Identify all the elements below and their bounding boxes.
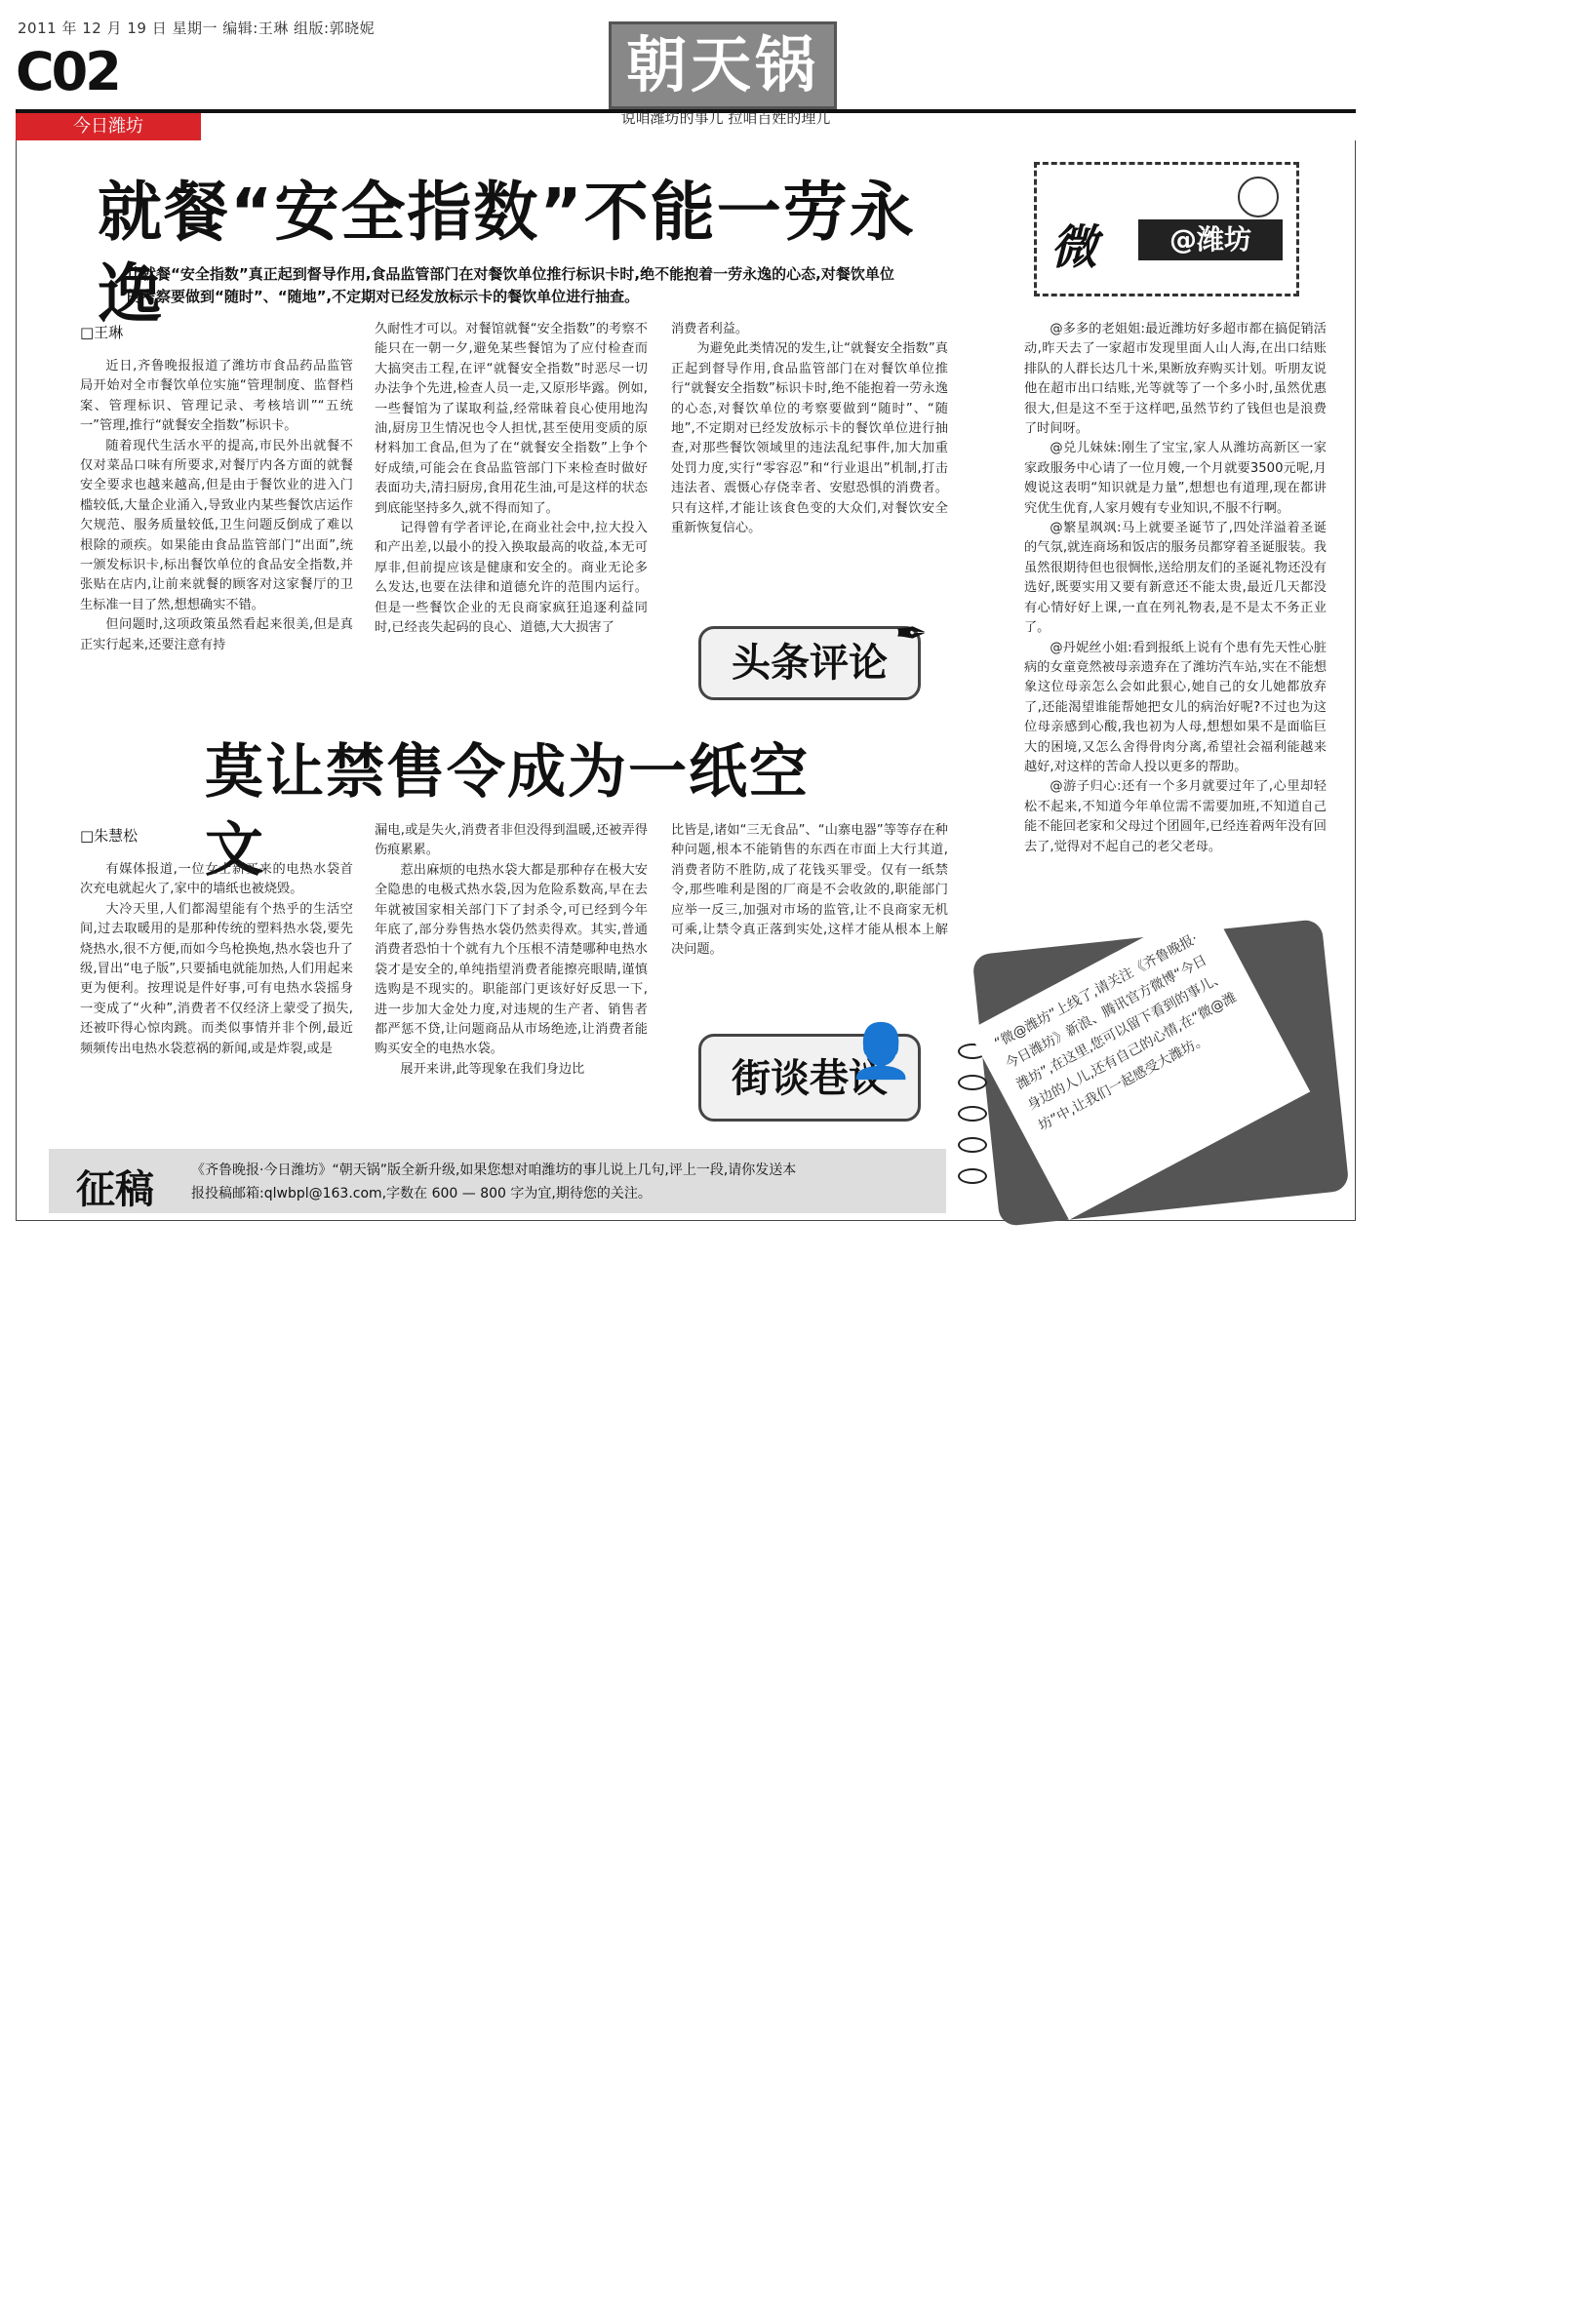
weibo-post: @游子归心:还有一个多月就要过年了,心里却轻松不起来,不知道今年单位需不需要加班,不知道自己能不能回老家和父母过个团圆年,已经连着两年没有回去了,觉得对不起自己的老父老母。 xyxy=(1024,779,1327,854)
weibo-mark: 微 xyxy=(1050,220,1098,275)
paragraph: 展开来讲,此等现象在我们身边比 xyxy=(400,1061,585,1077)
paragraph: 近日,齐鲁晚报报道了潍坊市食品药品监管局开始对全市餐饮单位实施“管理制度、监督档案、管理标识、管理记录、考核培训”“五统一”管理,推行“就餐安全指数”标识卡。 xyxy=(80,359,353,434)
masthead-slogan: 说咱潍坊的事儿 拉咱百姓的理儿 xyxy=(620,109,831,127)
badge-label: 头条评论 xyxy=(732,641,888,686)
paragraph: 漏电,或是失火,消费者非但没得到温暖,还被弄得伤痕累累。 xyxy=(375,823,648,858)
person-icon: 👤 xyxy=(848,1020,914,1082)
call-for-submissions xyxy=(49,1149,946,1213)
paragraph: 记得曾有学者评论,在商业社会中,拉大投入和产出差,以最小的投入换取最高的收益,本无可厚非,但前提应该是健康和安全的。商业无论多么发达,也要在法律和道德允许的范围内运行。但是一些餐饮企业的无良商家疯狂追逐利益同时,已经丧失起码的良心、道德,大大损害了 xyxy=(375,521,648,636)
article1-column-3 xyxy=(671,320,948,538)
article2-column-2 xyxy=(375,821,648,1080)
weibo-post: @丹妮丝小姐:看到报纸上说有个患有先天性心脏病的女童竟然被母亲遗弃在了潍坊汽车站,实在不能想象这位母亲怎么会如此狠心,她自己的女儿她都放弃了,还能渴望谁能帮她把女儿的病治好呢?不过也为这位母亲感到心酸,我也初为人母,想想如果不是面临巨大的困境,又怎么舍得骨肉分离,希望社会福利能越来越好,对这样的苦命人投以更多的帮助。 xyxy=(1024,640,1327,774)
page-code: C02 xyxy=(16,41,119,102)
paragraph: 有媒体报道,一位女士新买来的电热水袋首次充电就起火了,家中的墙纸也被烧毁。 xyxy=(80,862,353,897)
article2-column-1 xyxy=(80,860,353,1059)
weibo-logo-box xyxy=(1034,162,1299,296)
call-title: 征稿 xyxy=(76,1166,154,1212)
paragraph: 但问题时,这项政策虽然看起来很美,但是真正实行起来,还要注意有持 xyxy=(80,617,353,652)
article1-byline: □王琳 xyxy=(80,324,124,341)
paragraph: 久耐性才可以。对餐馆就餐“安全指数”的考察不能只在一朝一夕,避免某些餐馆为了应付检查而大搞突击工程,在评“就餐安全指数”时恶尽一切办法争个先进,检查人员一走,又原形毕露。例如,一些餐馆为了谋取利益,经常昧着良心使用地沟油,厨房卫生情况也令人担忧,甚至使用变质的原材料加工食品,但为了在“就餐安全指数”上争个好成绩,可能会在食品监管部门下来检查时做好表面功夫,清扫厨房,食用花生油,可是这样的状态到底能坚持多久,就不得而知了。 xyxy=(375,322,648,516)
quill-pen-icon: ✒ xyxy=(894,611,928,656)
weibo-post: @繁星飒飒:马上就要圣诞节了,四处洋溢着圣诞的气氛,就连商场和饭店的服务员都穿着圣诞服装。我虽然很期待但也很惆怅,送给朋友们的圣诞礼物还没有选好,既要实用又要有新意还不能太贵,最近几天都没有心情好好上课,一直在列礼物表,是不是太不务正业了。 xyxy=(1024,521,1327,636)
article1-column-1 xyxy=(80,357,353,655)
article2-byline: □朱慧松 xyxy=(80,827,139,845)
headline-comment-badge xyxy=(698,611,928,700)
paragraph: 消费者利益。 xyxy=(671,322,749,336)
notebook-rings xyxy=(958,1044,987,1190)
postmark-stamp-icon xyxy=(1238,177,1279,217)
badge-label: 街谈巷议 xyxy=(732,1056,888,1101)
issue-meta: 2011 年 12 月 19 日 星期一 编辑:王琳 组版:郭晓妮 xyxy=(18,20,376,37)
weibo-post: @多多的老姐姐:最近潍坊好多超市都在搞促销活动,昨天去了一家超市发现里面人山人海,在出口结账排队的人群长达几十米,果断放弃购买计划。听朋友说他在超市出口结账,光等就等了一个多小时,虽然优惠很大,但是这不至于这样吧,虽然节约了钱但也是浪费了时间呀。 xyxy=(1024,322,1327,437)
paragraph: 比皆是,诸如“三无食品”、“山寨电器”等等存在种种问题,根本不能销售的东西在市面上大行其道,消费者防不胜防,成了花钱买罪受。仅有一纸禁令,那些唯利是图的厂商是不会收敛的,职能部门应举一反三,加强对市场的监管,让不良商家无机可乘,让禁令真正落到实处,这样才能从根本上解决问题。 xyxy=(671,823,948,958)
article1-column-2 xyxy=(375,320,648,639)
call-line: 报投稿邮箱:qlwbpl@163.com,字数在 600 — 800 字为宜,期待您的关注。 xyxy=(191,1186,652,1201)
article2-column-3 xyxy=(671,821,948,961)
street-talk-badge xyxy=(698,1020,921,1122)
section-tab: 今日潍坊 xyxy=(16,113,201,140)
paragraph: 大冷天里,人们都渴望能有个热乎的生活空间,过去取暖用的是那种传统的塑料热水袋,要先烧热水,很不方便,而如今鸟枪换炮,热水袋也升了级,冒出“电子版”,只要插电就能加热,人们用起来更为便利。按理说是件好事,可有电热水袋摇身一变成了“火种”,消费者不仅经济上蒙受了损失,还被吓得心惊肉跳。而类似事情并非个例,最近频频传出电热水袋惹祸的新闻,或是炸裂,或是 xyxy=(80,901,353,1056)
weibo-posts xyxy=(1024,320,1327,857)
article2-headline: 莫让禁售令成为一纸空文 xyxy=(205,738,810,885)
paragraph: 惹出麻烦的电热水袋大都是那种存在极大安全隐患的电极式热水袋,因为危险系数高,早在去年就被国家相关部门下了封杀令,可已经到今年年底了,部分券售热水袋仍然卖得欢。其实,普通消费者恐怕十个就有九个压根不清楚哪种电热水袋才是安全的,单纯指望消费者能擦亮眼睛,谨慎选购是不现实的。职能部门更该好好反思一下,进一步加大金处力度,对违规的生产者、销售者都严惩不贷,让问题商品从市场绝迹,让消费者能购买安全的电热水袋。 xyxy=(375,862,648,1057)
weibo-tag: @潍坊 xyxy=(1138,219,1283,260)
article1-headline: 就餐“安全指数”不能一劳永逸 xyxy=(98,175,916,332)
call-text xyxy=(191,1159,942,1205)
call-line: 《齐鲁晚报·今日潍坊》“朝天锅”版全新升级,如果您想对咱潍坊的事儿说上几句,评上一段,请你发送本 xyxy=(191,1162,797,1178)
weibo-post: @兑儿妹妹:刚生了宝宝,家人从潍坊高新区一家家政服务中心请了一位月嫂,一个月就要3500元呢,月嫂说这表明“知识就是力量”,想想也有道理,现在都讲究优生优育,人家月嫂有专业知识,不服不行啊。 xyxy=(1024,441,1327,516)
notebook-illustration xyxy=(946,926,1346,1219)
notebook-page-text: “微@潍坊”上线了,请关注《齐鲁晚报·今日潍坊》新浪、腾讯官方微博“今日潍坊”,在这里,您可以留下看到的事儿、身边的人儿,还有自己的心情,在“微@潍坊”中,让我们一起感受大潍坊。 xyxy=(969,902,1311,1220)
masthead-logo: 朝天锅 xyxy=(609,21,837,109)
paragraph: 为避免此类情况的发生,让“就餐安全指数”真正起到督导作用,食品监管部门在对餐饮单位推行“就餐安全指数”标识卡时,绝不能抱着一劳永逸的心态,对餐饮单位的考察要做到“随时”、“随地”,不定期对已经发放标示卡的餐饮单位进行抽查,对那些餐饮领域里的违法乱纪事件,加大加重处罚力度,实行“零容忍”和“行业退出”机制,打击违法者、震慑心存侥幸者、安慰恐惧的消费者。只有这样,才能让该食色变的大众们,对餐饮安全重新恢复信心。 xyxy=(671,341,948,536)
article1-deck: 让就餐“安全指数”真正起到督导作用,食品监管部门在对餐饮单位推行标识卡时,绝不能抱着一劳永逸的心态,对餐饮单位的考察要做到“随时”、“随地”,不定期对已经发放标示卡的餐饮单位进行抽查。 xyxy=(127,265,894,305)
paragraph: 随着现代生活水平的提高,市民外出就餐不仅对菜品口味有所要求,对餐厅内各方面的就餐安全要求也越来越高,但是由于餐饮业的进入门槛较低,大量企业涌入,导致业内某些餐饮店运作欠规范、服务质量较低,卫生问题反倒成了难以根除的顽疾。如果能由食品监管部门“出面”,统一颁发标识卡,标出餐饮单位的食品安全指数,并张贴在店内,让前来就餐的顾客对这家餐厅的卫生标准一目了然,想想确实不错。 xyxy=(80,438,353,612)
